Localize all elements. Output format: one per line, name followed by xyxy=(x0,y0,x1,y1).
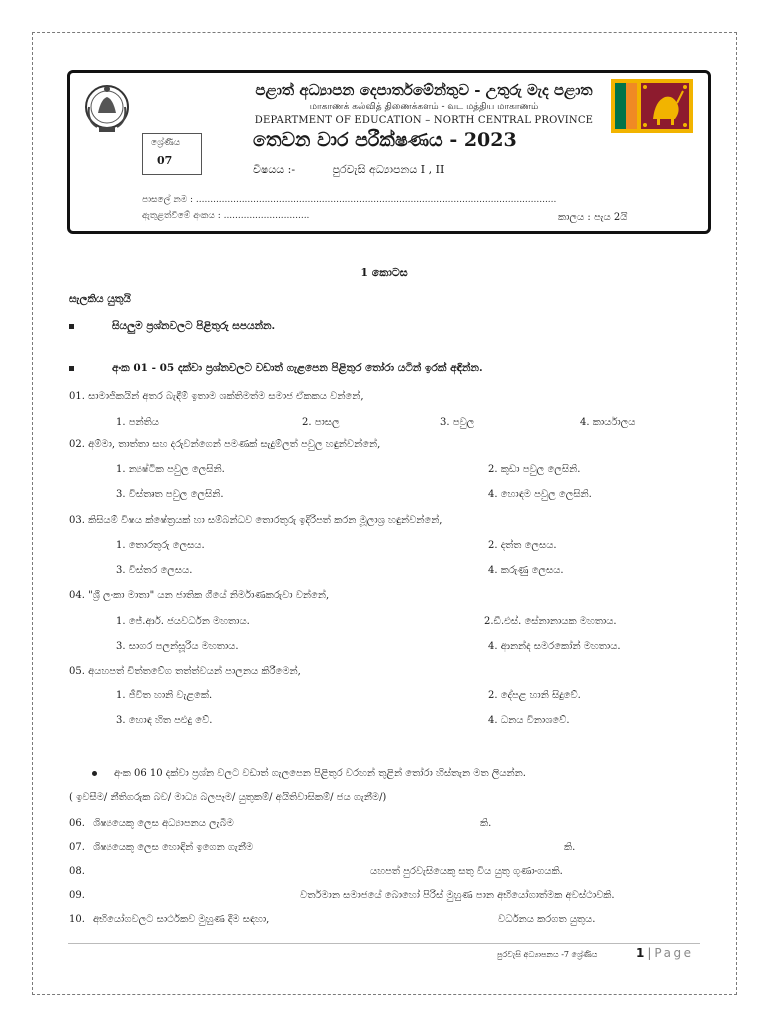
fill-in-number: 08. xyxy=(69,866,85,877)
instructions-heading: සැලකිය යුතුයි xyxy=(69,293,131,305)
round-bullet-icon xyxy=(92,771,97,776)
footer-page-number xyxy=(636,946,693,960)
instruction-text: අංක 06 10 දක්වා ප්‍රශ්න වලට වඩාත් ගැලපෙන පිළිතුර වරහන් තුළින් තෝරා හිස්තැන මත ලියන්න. xyxy=(114,768,526,779)
q03-option-2[interactable]: 2. දත්ත ලෙසය. xyxy=(488,540,557,551)
page-number: 1 xyxy=(636,946,645,960)
time-value: පැය 2යි xyxy=(593,212,628,223)
instruction-bullet-1 xyxy=(69,320,275,333)
square-bullet-icon xyxy=(69,324,74,329)
time-allowed xyxy=(558,212,627,223)
q05-option-1[interactable]: 1. ජීවිත හානි වැළකේ. xyxy=(116,690,213,701)
subject-label: විෂයය :- xyxy=(253,163,296,176)
q05-option-3[interactable]: 3. හොඳ හිත පළුදු වේ. xyxy=(116,715,213,726)
question-02: 02. අම්මා, තාත්තා සහ දරුවන්ගෙන් පමණක් සැදුම්ලත් පවුල හඳුන්වන්නේ, xyxy=(69,439,381,450)
fill-in-text-start: ශිෂ්‍යයෙකු ලෙස හොඳින් ඉගෙන ගැනීම xyxy=(93,842,254,853)
grade-box xyxy=(142,133,202,175)
grade-value: 07 xyxy=(157,154,173,167)
instruction-bullet-2 xyxy=(69,362,483,375)
q05-option-2[interactable]: 2. දේපළ හානි සිදුවේ. xyxy=(488,690,581,701)
fill-in-number: 06. xyxy=(69,818,85,829)
q01-option-1[interactable]: 1. පන්තිය xyxy=(116,417,159,428)
q05-option-4[interactable]: 4. ධනය විනාශවේ. xyxy=(488,715,570,726)
q03-option-4[interactable]: 4. කරුණු ලෙසය. xyxy=(488,565,564,576)
q04-option-2[interactable]: 2.ඩී.එස්. සේනානායක මහතාය. xyxy=(484,616,617,627)
time-label: කාලය : xyxy=(558,212,591,223)
fill-in-number: 09. xyxy=(69,890,85,901)
question-04: 04. "ශ්‍රී ලංකා මාතා" යන ජාතික ගීයේ නිර්මාණකරුවා වන්නේ, xyxy=(69,590,330,601)
q02-option-3[interactable]: 3. විස්තෘත පවුල ලෙසිනි. xyxy=(116,489,224,500)
fill-in-text-end: වර්තමාන සමාජයේ බොහෝ පිරිස් මුහුණ පාන අභියෝගාත්මක අවස්ථාවකි. xyxy=(300,890,615,901)
instruction-text: සියලුම ප්‍රශ්නවලට පිළිතුරු සපයන්න. xyxy=(112,320,276,332)
index-number-field: ඇතුළත්වීමේ අංකය : .............................. xyxy=(142,211,310,221)
square-bullet-icon xyxy=(69,366,74,371)
q01-option-3[interactable]: 3. පවුල xyxy=(440,417,475,428)
page-label: Page xyxy=(654,946,694,960)
fill-in-text-end: කි. xyxy=(480,818,492,829)
footer-divider xyxy=(68,943,700,944)
question-01: 01. සාමාජිකයින් අතර බැඳීම් ඉතාම ශක්තිමත්ම සමාජ ඒකකය වන්නේ, xyxy=(69,391,364,402)
q04-option-4[interactable]: 4. ආනන්ද සමරකෝන් මහතාය. xyxy=(488,641,621,652)
q01-option-2[interactable]: 2. පාසල xyxy=(302,417,340,428)
sri-lanka-flag-icon xyxy=(611,79,693,133)
exam-header xyxy=(67,70,711,234)
footer-subject-grade: පුරවැසි අධ්‍යාපනය -7 ශ්‍රේණිය xyxy=(497,950,598,959)
instruction-text: අංක 01 - 05 දක්වා ප්‍රශ්නවලට වඩාත් ගැළපෙන පිළිතුර තෝරා යටින් ඉරක් අඳින්න. xyxy=(112,362,483,374)
q04-option-3[interactable]: 3. සාගර පලන්සූරිය මහතාය. xyxy=(116,641,239,652)
fill-in-text-end: වර්ධනය කරගත යුතුය. xyxy=(498,914,596,925)
subject-value: පුරවැසි අධ්‍යාපනය I , II xyxy=(332,163,445,176)
page-separator: | xyxy=(647,946,652,960)
q03-option-1[interactable]: 1. තොරතුරු ලෙසය. xyxy=(116,540,205,551)
q04-option-1[interactable]: 1. ජේ.ආර්. ජයවර්ධන මහතාය. xyxy=(116,616,250,627)
q02-option-4[interactable]: 4. හොඳම පවුල ලෙසිනි. xyxy=(488,489,592,500)
q02-option-1[interactable]: 1. න්‍යෂ්ටික පවුල ලෙසිනි. xyxy=(116,464,225,475)
department-name-tamil: மாகாணக் கல்வித் திணைக்களம் - வட மத்திய மாகாணம் xyxy=(309,102,539,112)
subject-line xyxy=(253,163,444,177)
school-name-field: පාසලේ නම : .............................................................................................................................. xyxy=(142,195,557,205)
question-03: 03. කිසියම් විෂය ක්ෂේත්‍රයක් හා සම්බන්ධව තොරතුරු ඉදිරිපත් කරන මූලාශ්‍ර හඳුන්වන්නේ, xyxy=(69,515,443,526)
fill-in-text-start: අභියෝගවලට සාර්ථකව මුහුණ දීම සඳහා, xyxy=(93,914,270,925)
fill-in-text-end: යහපත් පුරවැසියෙකු සතු විය යුතු ගුණාංගයකි. xyxy=(370,866,563,877)
q01-option-4[interactable]: 4. කාර්යාලය xyxy=(580,417,636,428)
fill-in-text-start: ශිෂ්‍යයෙකු ලෙස අධ්‍යාපනය ලැබීම xyxy=(93,818,234,829)
fill-in-text-end: කි. xyxy=(564,842,576,853)
q03-option-3[interactable]: 3. විස්තර ලෙසය. xyxy=(116,565,193,576)
q02-option-2[interactable]: 2. කුඩා පවුල ලෙසිනි. xyxy=(488,464,581,475)
department-name-sinhala: පළාත් අධ්‍යාපන දෙපාර්තමේන්තුව - උතුරු මැද පළාත xyxy=(255,81,593,99)
department-name-english: DEPARTMENT OF EDUCATION – NORTH CENTRAL PROVINCE xyxy=(254,115,594,126)
grade-label: ශ්‍රේණිය xyxy=(151,138,181,148)
exam-title: තෙවන වාර පරීක්ෂණය - 2023 xyxy=(253,129,517,151)
question-05: 05. අයහපත් චිත්තවේග තත්ත්වයන් පාලනය කිරීමෙන්, xyxy=(69,666,301,677)
instruction-bullet-3 xyxy=(92,768,526,779)
fill-in-number: 10. xyxy=(69,914,85,925)
part-title: 1 කොටස xyxy=(360,266,408,279)
fill-in-number: 07. xyxy=(69,842,85,853)
answer-word-list: ( ඉවසීම/ නීතිගරුක බව/ මාධ්‍ය බලපෑම/ යුතුකම්/ අයිතිවාසිකම්/ ජය ගැනීම/) xyxy=(69,792,387,803)
